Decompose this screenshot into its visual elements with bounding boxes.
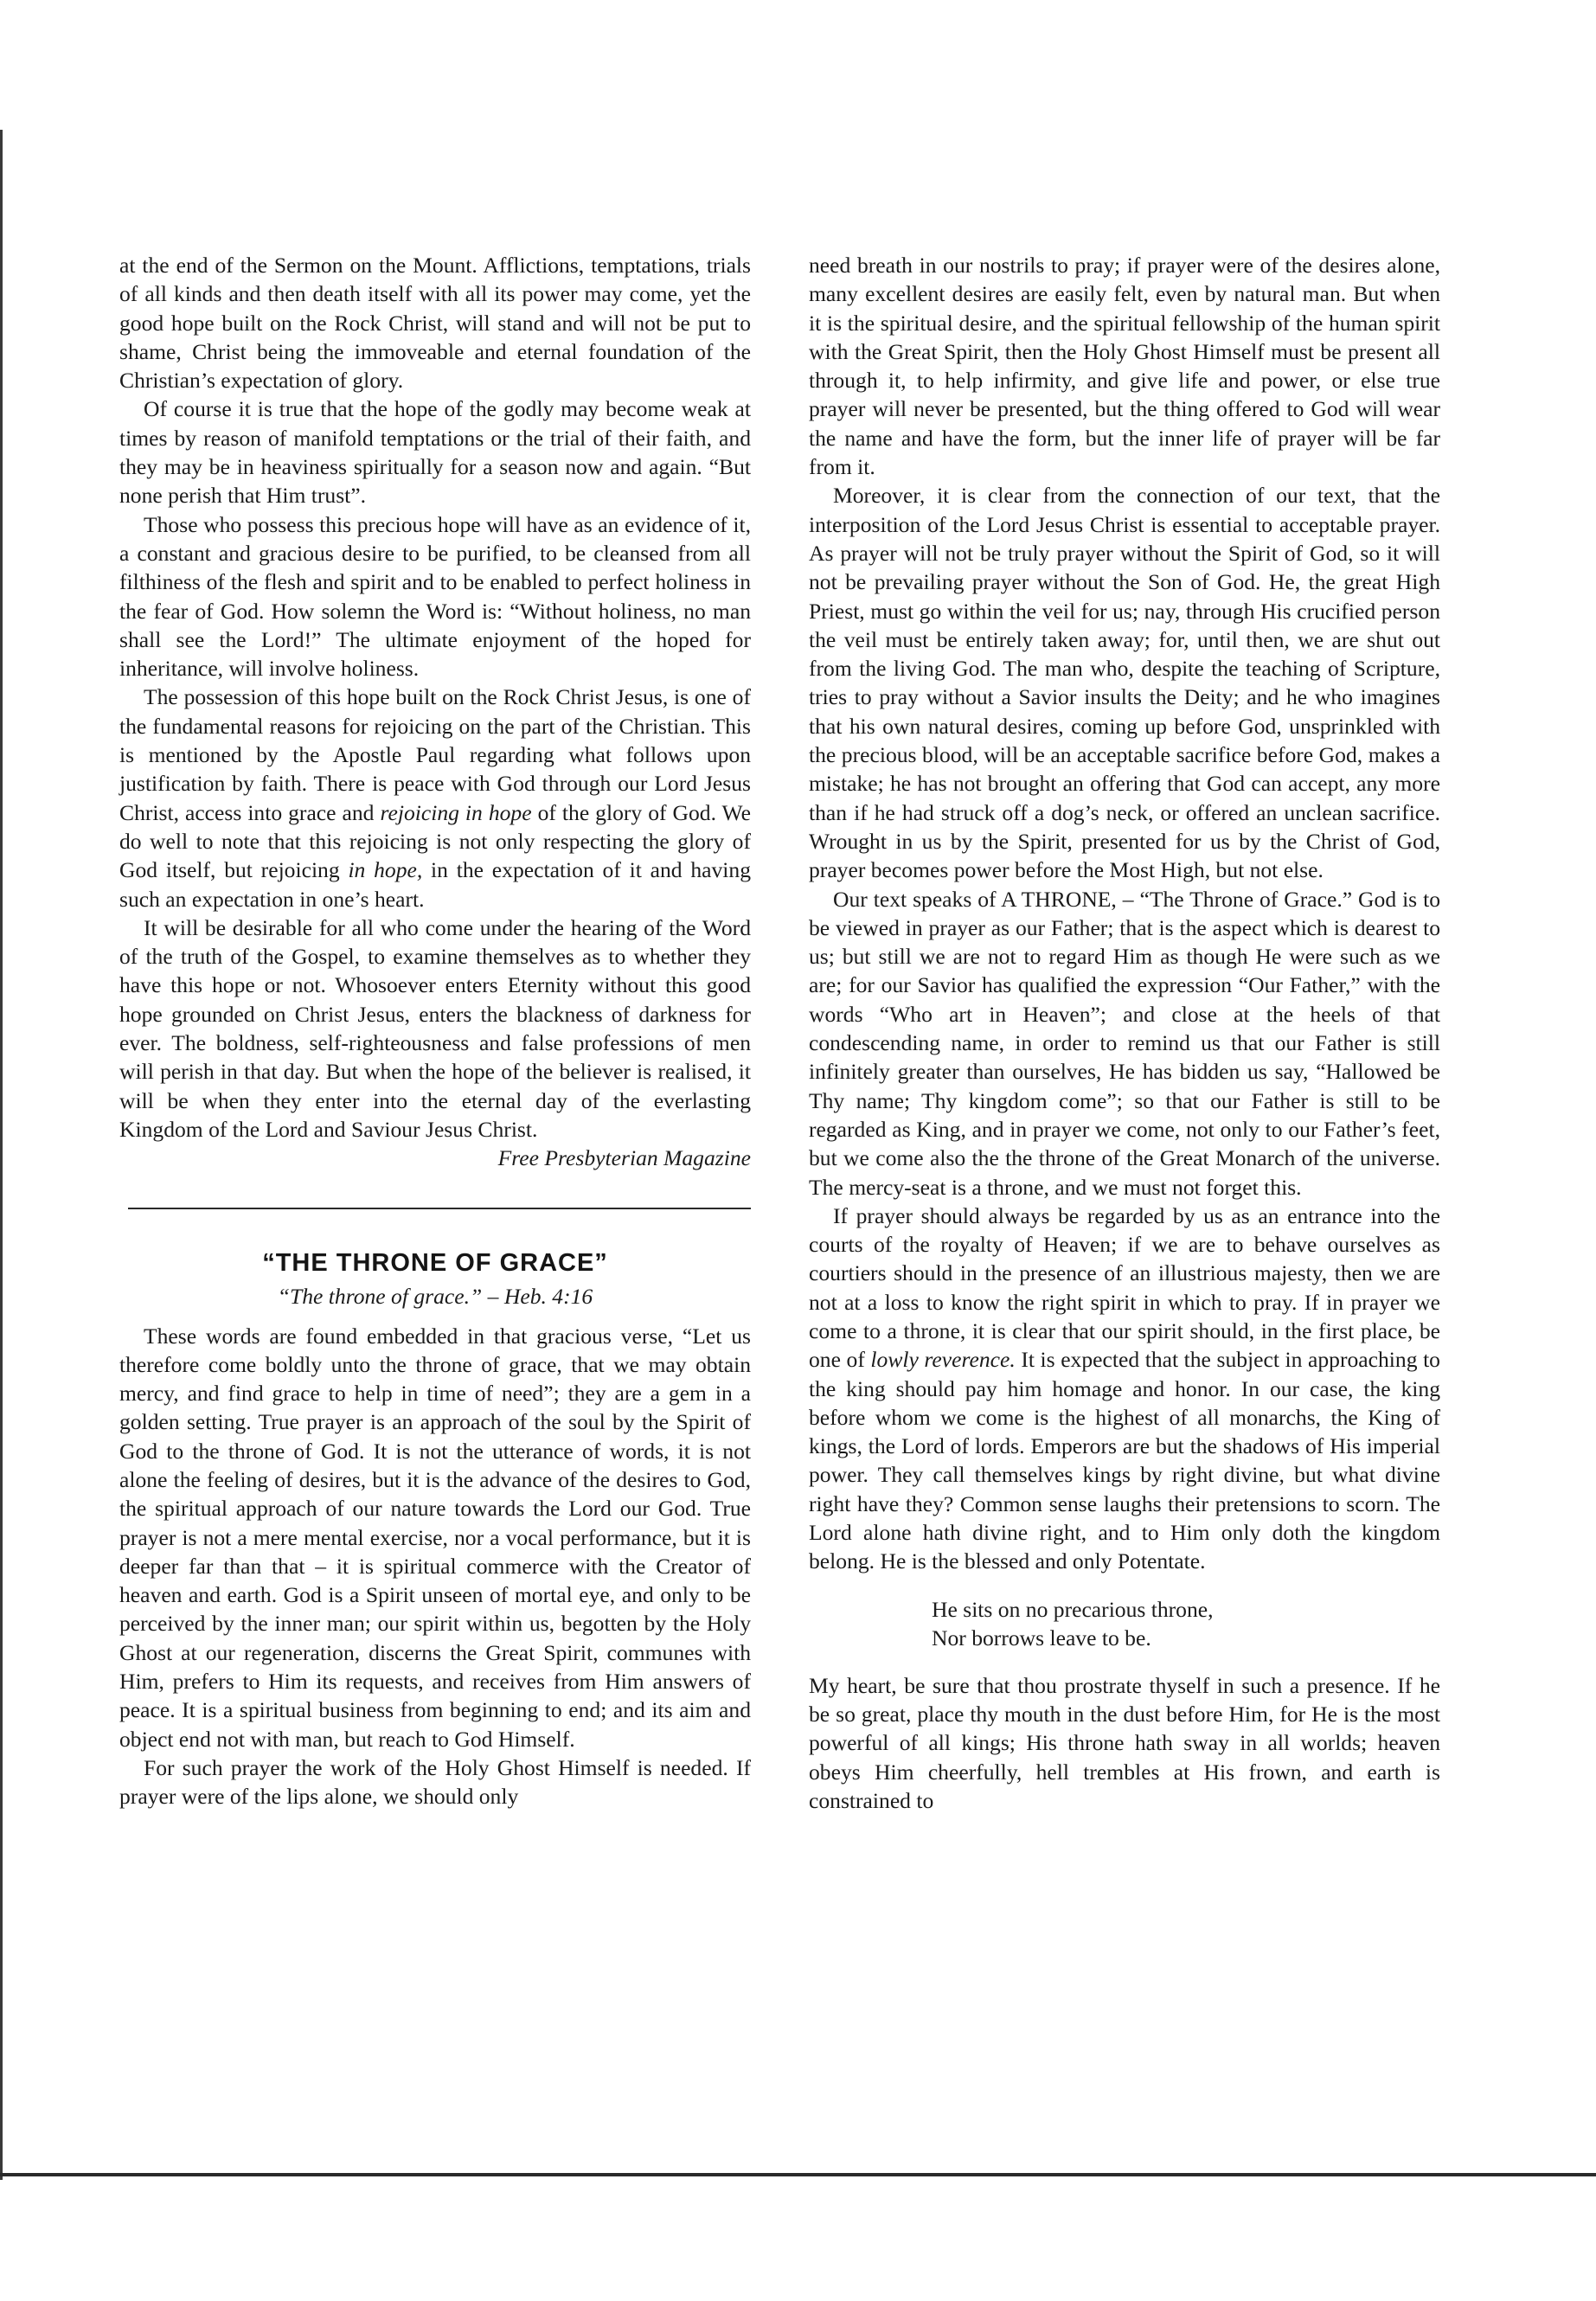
- paragraph: [119, 683, 751, 913]
- verse-quote: [932, 1595, 1440, 1652]
- text-run: If prayer should always be regarded by us as an entrance into the courts of the royalty of Heaven; if we are to behave ourselves as courtiers should in the presence of an illustrious majesty, then we are not at a loss to know the right spirit in which to pray. If in prayer we come to a throne, it is clear that our spirit should, in the first place, be one of: [809, 1202, 1440, 1373]
- text-run: It is expected that the subject in approaching to the king should pay him homage and honor. In our case, the king before whom we come is the highest of all monarchs, the King of kings, the Lord of lords. Emperors are but the shadows of His imperial power. They call themselves kings by right divine, but what divine right have they? Common sense laughs their pretensions to scorn. The Lord alone hath divine right, and to Him only doth the kingdom belong. He is the blessed and only Potentate.: [809, 1347, 1440, 1574]
- emphasis-text: rejoicing in hope: [380, 799, 532, 825]
- scan-left-edge: [0, 130, 3, 2180]
- text-run: in the expectation of it and having such an expectation in one’s heart.: [119, 857, 752, 912]
- paragraph: need breath in our nostrils to pray; if prayer were of the desires alone, many excellent desires are easily felt, even by natural man. But when it is the spiritual desire, and the spiritual fellowship of the human spirit with the Great Spirit, then the Holy Ghost Himself must be present all through it, to help infirmity, and give life and power, or else true prayer will never be presented, but the thing offered to God will wear the name and have the form, but the inner life of prayer will be far from it.: [809, 253, 1440, 480]
- text-run: of the glory of God. We do well to note that this rejoicing is not only respecting the glory of God itself, but rejoicing: [119, 799, 751, 883]
- source-attribution: Free Presbyterian Magazine: [497, 1145, 751, 1171]
- left-column: [119, 251, 751, 1811]
- paragraph: Those who possess this precious hope will have as an evidence of it, a constant and gracious desire to be purified, to be cleansed from all filthiness of the flesh and spirit and to be enabled to perfect holiness in the fear of God. How solemn the Word is: “Without holiness, no man shall see the Lord!” The ultimate enjoyment of the hoped for inheritance, will involve holiness.: [119, 511, 751, 682]
- verse-line: He sits on no precarious throne,: [932, 1596, 1214, 1622]
- emphasis-text: in hope,: [348, 857, 423, 883]
- paragraph: Of course it is true that the hope of the godly may become weak at times by reason of manifold temptations or the trial of their faith, and they may be in heaviness spiritually for a season now and again. “But none perish that Him trust”.: [119, 396, 751, 509]
- paragraph: [809, 1202, 1440, 1576]
- paragraph: Our text speaks of A THRONE, – “The Throne of Grace.” God is to be viewed in prayer as our Father; that is the aspect which is dearest to us; but still we are not to regard Him as though He were such as we are; for our Savior has qualified the expression “Our Father,” with the words “Who art in Heaven”; and close at the heels of that condescending name, in order to remind us that our Father is still infinitely greater than ourselves, He has bidden us say, “Hallowed be Thy name; Thy kingdom come”; so that our Father is still to be regarded as King, and in prayer we come, not only to our Father’s feet, but we come also the the throne of the Great Monarch of the universe. The mercy-seat is a throne, and we must not forget this.: [809, 886, 1440, 1200]
- epigraph: “The throne of grace.” – Heb. 4:16: [277, 1283, 593, 1309]
- article-title: “THE THRONE OF GRACE”: [262, 1248, 608, 1277]
- paragraph: These words are found embedded in that gracious verse, “Let us therefore come boldly unto the throne of grace, that we may obtain mercy, and find grace to help in time of need”; they are a gem in a golden setting. True prayer is an approach of the soul by the Spirit of God to the throne of God. It is not the utterance of words, it is not alone the feeling of desires, but it is the advance of the desires to God, the spiritual approach of our nature towards the Lord our God. True prayer is not a mere mental exercise, nor a vocal performance, but it is deeper far than that – it is spiritual commerce with the Creator of heaven and earth. God is a Spirit unseen of mortal eye, and only to be perceived by the inner man; our spirit within us, begotten by the Holy Ghost at our regeneration, discerns the Great Spirit, communes with Him, prefers to Him its requests, and receives from Him answers of peace. It is a spiritual business from beginning to end; and its aim and object end not with man, but reach to God Himself.: [119, 1323, 751, 1752]
- section-divider: [128, 1208, 751, 1209]
- scan-bottom-edge: [0, 2173, 1596, 2176]
- verse-line: Nor borrows leave to be.: [932, 1625, 1151, 1650]
- paragraph: Moreover, it is clear from the connection of our text, that the interposition of the Lord Jesus Christ is essential to acceptable prayer. As prayer will not be truly prayer without the Spirit of God, so it will not be prevailing prayer without the Son of God. He, the great High Priest, must go within the veil for us; nay, through His crucified person the veil must be entirely taken away; for, until then, we are shut out from the living God. The man who, despite the teaching of Scripture, tries to pray without a Savior insults the Deity; and he who imagines that his own natural desires, coming up before God, unsprinkled with the precious blood, will be an acceptable sacrifice before God, makes a mistake; he has not brought an offering that God can accept, any more than if he had struck off a dog’s neck, or offered an unclean sacrifice. Wrought in us by the Spirit, presented for us by the Christ of God, prayer becomes power before the Most High, but not else.: [809, 483, 1440, 883]
- paragraph: at the end of the Sermon on the Mount. Afflictions, temptations, trials of all kinds and then death itself with all its power may come, yet the good hope built on the Rock Christ, will stand and will not be put to shame, Christ being the immoveable and eternal foundation of the Christian’s expectation of glory.: [119, 253, 751, 394]
- text-run: The possession of this hope built on the Rock Christ Jesus, is one of the fundamental reasons for rejoicing on the part of the Christian. This is mentioned by the Apostle Paul regarding what follows upon justification by faith. There is peace with God through our Lord Jesus Christ, access into grace and: [119, 684, 751, 825]
- paragraph: My heart, be sure that thou prostrate thyself in such a presence. If he be so great, place thy mouth in the dust before Him, for He is the most powerful of all kings; His throne hath sway in all worlds; heaven obeys Him cheerfully, hell trembles at His frown, and earth is constrained to: [809, 1672, 1440, 1813]
- paragraph: For such prayer the work of the Holy Ghost Himself is needed. If prayer were of the lips alone, we should only: [119, 1754, 751, 1810]
- emphasis-text: lowly reverence.: [870, 1347, 1016, 1373]
- right-column: [809, 251, 1440, 1815]
- paragraph: It will be desirable for all who come under the hearing of the Word of the truth of the Gospel, to examine themselves as to whether they have this hope or not. Whosoever enters Eternity without this good hope grounded on Christ Jesus, enters the blackness of darkness for ever. The boldness, self-righteousness and false professions of men will perish in that day. But when the hope of the believer is realised, it will be when they enter into the eternal day of the everlasting Kingdom of the Lord and Saviour Jesus Christ.: [119, 914, 751, 1142]
